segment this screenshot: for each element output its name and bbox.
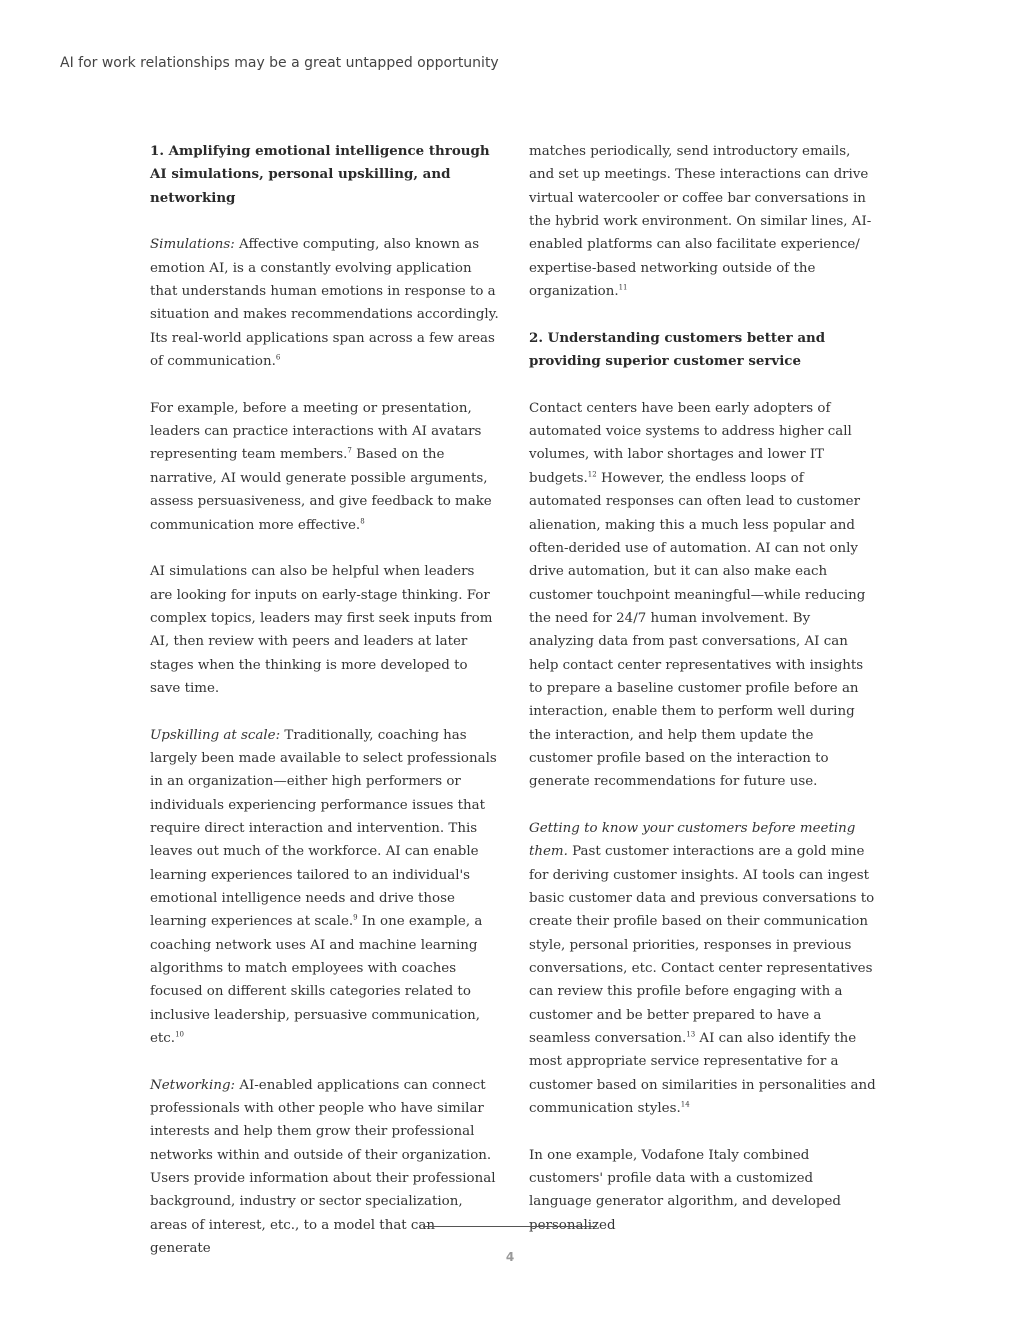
paragraph-text: Affective computing, also known as emotion AI, is a constantly evolving application that understands human emotions in response to a situation and makes recommendations accordingly. Its real-world applications span across a few areas of communication. [150,237,499,370]
footnote-ref: 9 [353,913,358,922]
footnote-ref: 13 [686,1030,696,1039]
paragraph-text: Contact centers have been early adopters of automated voice systems to address higher call volumes, with labor shortages and lower IT budgets. [529,400,852,486]
paragraph-text: However, the endless loops of automated responses can often lead to customer alienation, making this a much less popular and often-derided use of automation. AI can not only drive automation, but it can also make each customer touchpoint meaningful—while reducing the need for 24/7 human involvement. By analyzing data from past conversations, AI can help contact center representatives with insights to prepare a baseline customer profile before an interaction, enable them to perform well during the interaction, and help them update the customer profile based on the interaction to generate recommendations for future use. [529,470,866,790]
paragraph-vodafone: In one example, Vodafone Italy combined customers' profile data with a customized language generator algorithm, and developed personalized [529,1147,841,1233]
paragraph-text: matches periodically, send introductory emails, and set up meetings. These interactions can drive virtual watercooler or coffee bar conversations in the hybrid work environment. On similar lines, AI-enabled platforms can also facilitate experience/ expertise-based networking outside of the organization. [529,144,872,300]
section-heading-2: 2. Understanding customers better and providing superior customer service [529,329,826,370]
footnote-ref: 12 [587,470,597,479]
footnote-ref: 11 [618,283,628,292]
paragraph-networking-continued [529,140,879,303]
page-number: 4 [505,1250,515,1264]
left-column [150,140,500,1261]
paragraph-text: AI-enabled applications can connect professionals with other people who have similar interests and help them grow their professional networks within and outside of their organization. Users provide information about their professional background, industry or sector specialization, areas of interest, etc., to a model that can generate [150,1077,496,1257]
paragraph-example-meeting [150,397,500,537]
paragraph-text: AI can also identify the most appropriate service representative for a customer based on similarities in personalities and communication styles. [529,1031,876,1117]
paragraph-know-customers [529,817,879,1120]
paragraph-networking [150,1074,500,1261]
lead-in-networking: Networking: [150,1077,236,1093]
running-header: AI for work relationships may be a great untapped opportunity [60,55,499,71]
paragraph-contact-centers [529,397,879,794]
section-heading-1: 1. Amplifying emotional intelligence through AI simulations, personal upskilling, and networking [150,143,490,206]
paragraph-text: Traditionally, coaching has largely been made available to select professionals in an organization—either high performers or individuals experiencing performance issues that require direct interaction and intervention. This leaves out much of the workforce. AI can enable learning experiences tailored to an individual's emotional intelligence needs and drive those learning experiences at scale. [150,727,497,930]
paragraph-upskilling [150,724,500,1051]
right-column [529,140,879,1237]
footnote-ref: 14 [680,1100,690,1109]
lead-in-simulations: Simulations: [150,237,235,253]
paragraph-text: Based on the narrative, AI would generate possible arguments, assess persuasiveness, and give feedback to make communication more effective. [150,447,492,533]
paragraph-simulations [150,233,500,373]
footnote-ref: 7 [347,447,352,455]
footnote-ref: 10 [175,1030,184,1039]
lead-in-know-customers: Getting to know your customers before meeting them. [529,820,856,860]
paragraph-text: For example, before a meeting or presentation, leaders can practice interactions with AI avatars representing team members. [150,400,482,463]
footer-divider [423,1226,597,1227]
paragraph-text: Past customer interactions are a gold mine for deriving customer insights. AI tools can ingest basic customer data and previous conversations to create their profile based on their communication style, personal priorities, responses in previous conversations, etc. Contact center representatives can review this profile before engaging with a customer and be better prepared to have a seamless conversation. [529,844,875,1047]
lead-in-upskilling: Upskilling at scale: [150,727,281,743]
footnote-ref: 6 [275,353,281,362]
footnote-ref: 8 [360,517,365,526]
paragraph-text: In one example, a coaching network uses AI and machine learning algorithms to match employees with coaches focused on different skills categories related to inclusive leadership, persuasive communication, etc. [150,914,483,1047]
paragraph-early-stage: AI simulations can also be helpful when leaders are looking for inputs on early-stage thinking. For complex topics, leaders may first seek inputs from AI, then review with peers and leaders at later stages when the thinking is more developed to save time. [150,564,493,696]
